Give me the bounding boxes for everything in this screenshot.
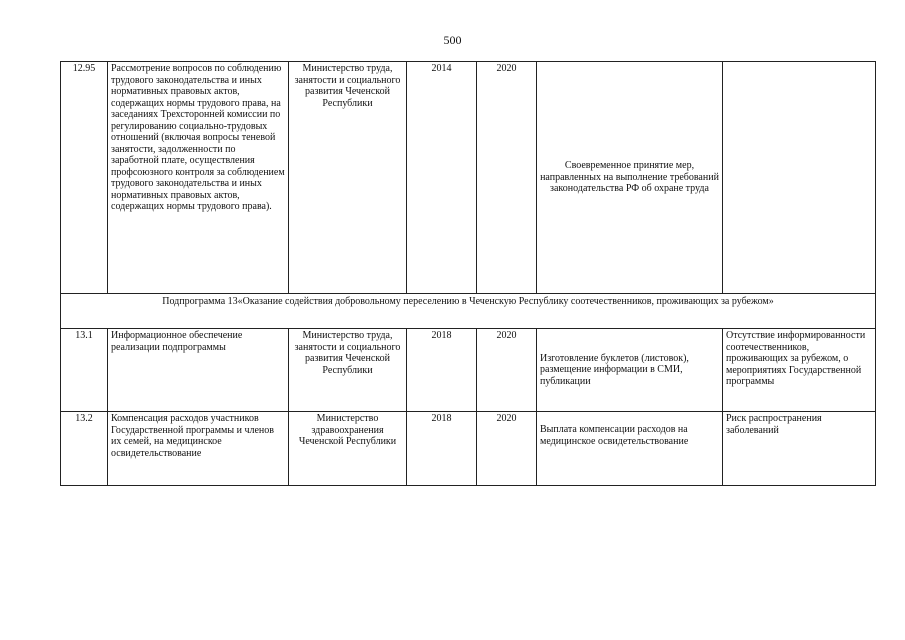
consequence: Отсутствие информированности соотечественников, проживающих за рубежом, о мероприятиях Государственной программы [723,329,876,412]
end-year: 2020 [477,62,537,294]
executor: Министерство труда, занятости и социального развития Чеченской Республики [289,62,407,294]
executor: Министерство здравоохранения Чеченской Республики [289,412,407,486]
row-number: 13.1 [61,329,108,412]
expected-result: Изготовление буклетов (листовок), размещение информации в СМИ, публикации [537,329,723,412]
measures-table [60,61,876,486]
expected-result: Своевременное принятие мер, направленных на выполнение требований законодательства РФ об охране труда [537,62,723,294]
consequence [723,62,876,294]
subprogram-title: Подпрограмма 13«Оказание содействия добровольному переселению в Чеченскую Республику соотечественников, проживающих за рубежом» [61,294,876,329]
table-row [61,329,876,412]
executor: Министерство труда, занятости и социального развития Чеченской Республики [289,329,407,412]
start-year: 2014 [407,62,477,294]
table-row [61,62,876,294]
row-number: 12.95 [61,62,108,294]
row-number: 13.2 [61,412,108,486]
table-row [61,412,876,486]
consequence: Риск распространения заболеваний [723,412,876,486]
end-year: 2020 [477,329,537,412]
measure-name: Рассмотрение вопросов по соблюдению трудового законодательства и иных нормативных правовых актов, содержащих нормы трудового права, на заседаниях Трехсторонней комиссии по регулированию социально-трудовых отношений (включая вопросы теневой занятости, задолженности по заработной плате, осуществления профсоюзного контроля за соблюдением трудового законодательства и иных нормативных правовых актов, содержащих нормы трудового права). [108,62,289,294]
start-year: 2018 [407,329,477,412]
end-year: 2020 [477,412,537,486]
expected-result: Выплата компенсации расходов на медицинское освидетельствование [537,412,723,486]
measure-name: Компенсация расходов участников Государственной программы и членов их семей, на медицинское освидетельствование [108,412,289,486]
subprogram-row [61,294,876,329]
start-year: 2018 [407,412,477,486]
page-number: 500 [443,33,462,47]
measure-name: Информационное обеспечение реализации подпрограммы [108,329,289,412]
